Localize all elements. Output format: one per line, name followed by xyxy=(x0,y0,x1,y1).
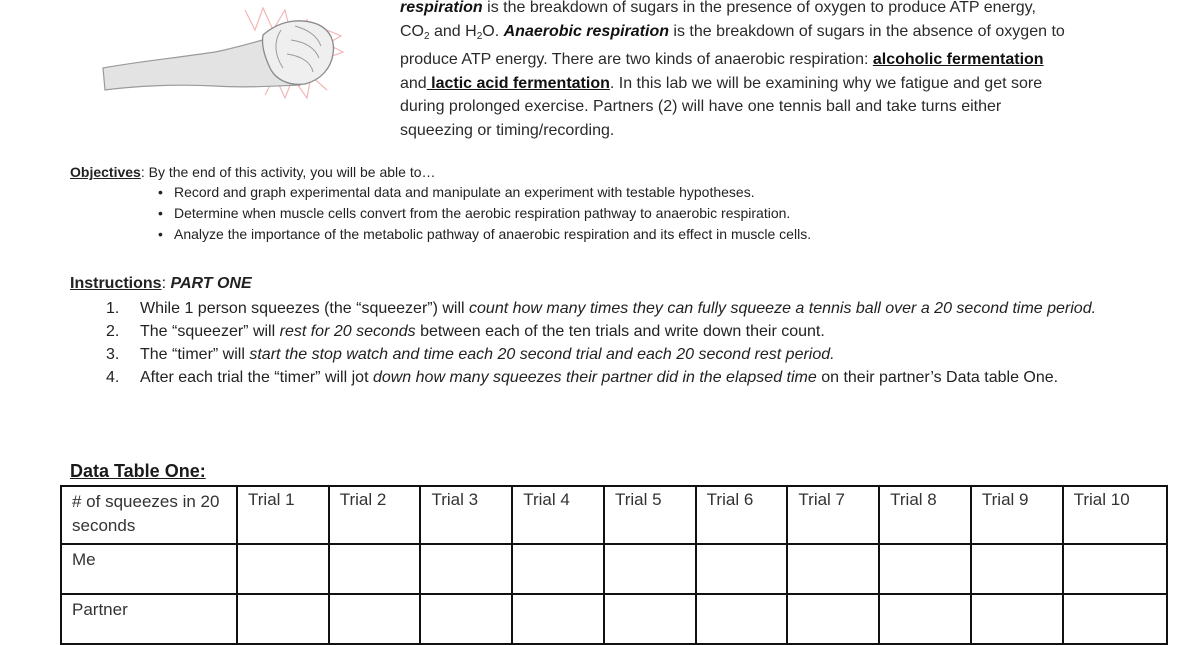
step-number: 1. xyxy=(106,300,120,317)
header-trial: Trial 4 xyxy=(512,486,604,544)
header-trial: Trial 1 xyxy=(237,486,329,544)
entry-cell[interactable] xyxy=(512,544,604,594)
alcoholic-fermentation-term: alcoholic fermentation xyxy=(872,51,1044,68)
header-trial: Trial 6 xyxy=(696,486,788,544)
table-row xyxy=(61,544,1167,594)
step-text: The “squeezer” will xyxy=(140,323,280,340)
and-word: and xyxy=(400,74,427,92)
h2o-subscript: 2 xyxy=(476,30,483,42)
objectives-section xyxy=(70,162,811,245)
objective-item: • Record and graph experimental data and manipulate an experiment with testable hypotheses. xyxy=(158,182,811,203)
instruction-step xyxy=(70,320,1150,343)
step-emphasis: start the stop watch and time each 20 second trial and each 20 second rest period. xyxy=(249,346,835,363)
objectives-heading: Objectives xyxy=(70,164,141,180)
entry-cell[interactable] xyxy=(237,544,329,594)
instructions-section: Instructions: PART ONE 1. While 1 person squeezes (the “squeezer”) will count how many times they can fully squeeze a tennis ball over a 20 second time period. 2. The “squeezer” will rest for 20 seconds between each of the ten trials and write down their count. 3. The “timer” will start the stop watch and time each 20 second trial and each 20 second rest period. 4. After each trial the “timer” will jot down how many squeezes their partner did in the elapsed time on their partner’s Data table One. xyxy=(70,272,1150,389)
step-emphasis: count how many times they can fully squeeze a tennis ball over a 20 second time period. xyxy=(469,300,1097,317)
entry-cell[interactable] xyxy=(1063,544,1167,594)
intro-paragraph xyxy=(400,0,1140,142)
instruction-step xyxy=(70,297,1150,320)
h-text: and H xyxy=(429,22,477,40)
step-text: While 1 person squeezes (the “squeezer”) will xyxy=(140,300,470,317)
step-text-end: on their partner’s Data table One. xyxy=(816,369,1059,386)
step-emphasis: rest for 20 seconds xyxy=(279,323,416,340)
step-text-end: between each of the ten trials and write down their count. xyxy=(415,323,825,340)
entry-cell[interactable] xyxy=(420,594,512,644)
objectives-list xyxy=(70,182,811,245)
header-trial: Trial 7 xyxy=(787,486,879,544)
entry-cell[interactable] xyxy=(237,594,329,644)
header-trial: Trial 5 xyxy=(604,486,696,544)
step-text: The “timer” will xyxy=(140,346,250,363)
entry-cell[interactable] xyxy=(512,594,604,644)
h2o-rest: O. xyxy=(482,22,504,40)
intro-respiration-term: respiration xyxy=(400,0,483,16)
lactic-fermentation-term: lactic acid fermentation xyxy=(426,74,610,92)
header-squeezes: # of squeezes in 20 seconds xyxy=(61,486,237,544)
header-trial: Trial 10 xyxy=(1063,486,1167,544)
entry-cell[interactable] xyxy=(971,594,1063,644)
step-number: 4. xyxy=(106,369,120,386)
intro-line4: . In this lab we will be examining why we fatigue and get sore xyxy=(609,74,1043,92)
instruction-step xyxy=(70,366,1150,389)
instructions-heading: Instructions xyxy=(70,275,162,292)
entry-cell[interactable] xyxy=(787,544,879,594)
entry-cell[interactable] xyxy=(696,594,788,644)
clenched-fist-illustration xyxy=(95,0,355,105)
header-trial: Trial 8 xyxy=(879,486,971,544)
entry-cell[interactable] xyxy=(971,544,1063,594)
entry-cell[interactable] xyxy=(787,594,879,644)
step-text: After each trial the “timer” will jot xyxy=(140,369,373,386)
intro-line3: produce ATP energy. There are two kinds of anaerobic respiration: xyxy=(400,51,873,68)
instructions-list xyxy=(70,297,1150,389)
row-label-me: Me xyxy=(61,544,237,594)
anaerobic-term: Anaerobic respiration xyxy=(503,22,669,40)
instructions-part: PART ONE xyxy=(170,275,252,292)
objective-item: • Analyze the importance of the metabolic pathway of anaerobic respiration and its effect in muscle cells. xyxy=(158,224,811,245)
entry-cell[interactable] xyxy=(329,594,421,644)
intro-line1: is the breakdown of sugars in the presence of oxygen to produce ATP energy, xyxy=(482,0,1036,16)
intro-line2-rest: is the breakdown of sugars in the absence of oxygen to xyxy=(668,22,1065,40)
co2-text: CO xyxy=(400,22,424,40)
step-emphasis: down how many squeezes their partner did in the elapsed time xyxy=(372,369,817,386)
entry-cell[interactable] xyxy=(696,544,788,594)
entry-cell[interactable] xyxy=(1063,594,1167,644)
entry-cell[interactable] xyxy=(420,544,512,594)
intro-line5: during prolonged exercise. Partners (2) will have one tennis ball and take turns either xyxy=(400,98,1002,115)
table-header-row xyxy=(61,486,1167,544)
header-trial: Trial 9 xyxy=(971,486,1063,544)
step-number: 3. xyxy=(106,346,120,363)
table-row xyxy=(61,594,1167,644)
entry-cell[interactable] xyxy=(604,544,696,594)
co2-subscript: 2 xyxy=(424,30,430,42)
data-table-title: Data Table One: xyxy=(70,461,206,481)
intro-line6: squeezing or timing/recording. xyxy=(400,121,615,139)
entry-cell[interactable] xyxy=(604,594,696,644)
instruction-step xyxy=(70,343,1150,366)
header-trial: Trial 3 xyxy=(420,486,512,544)
entry-cell[interactable] xyxy=(329,544,421,594)
entry-cell[interactable] xyxy=(879,594,971,644)
row-label-partner: Partner xyxy=(61,594,237,644)
step-number: 2. xyxy=(106,323,120,340)
data-table-one xyxy=(60,485,1168,645)
entry-cell[interactable] xyxy=(879,544,971,594)
objectives-lead: : By the end of this activity, you will be able to… xyxy=(140,164,436,180)
objective-item: • Determine when muscle cells convert from the aerobic respiration pathway to anaerobic respiration. xyxy=(158,203,811,224)
header-trial: Trial 2 xyxy=(329,486,421,544)
